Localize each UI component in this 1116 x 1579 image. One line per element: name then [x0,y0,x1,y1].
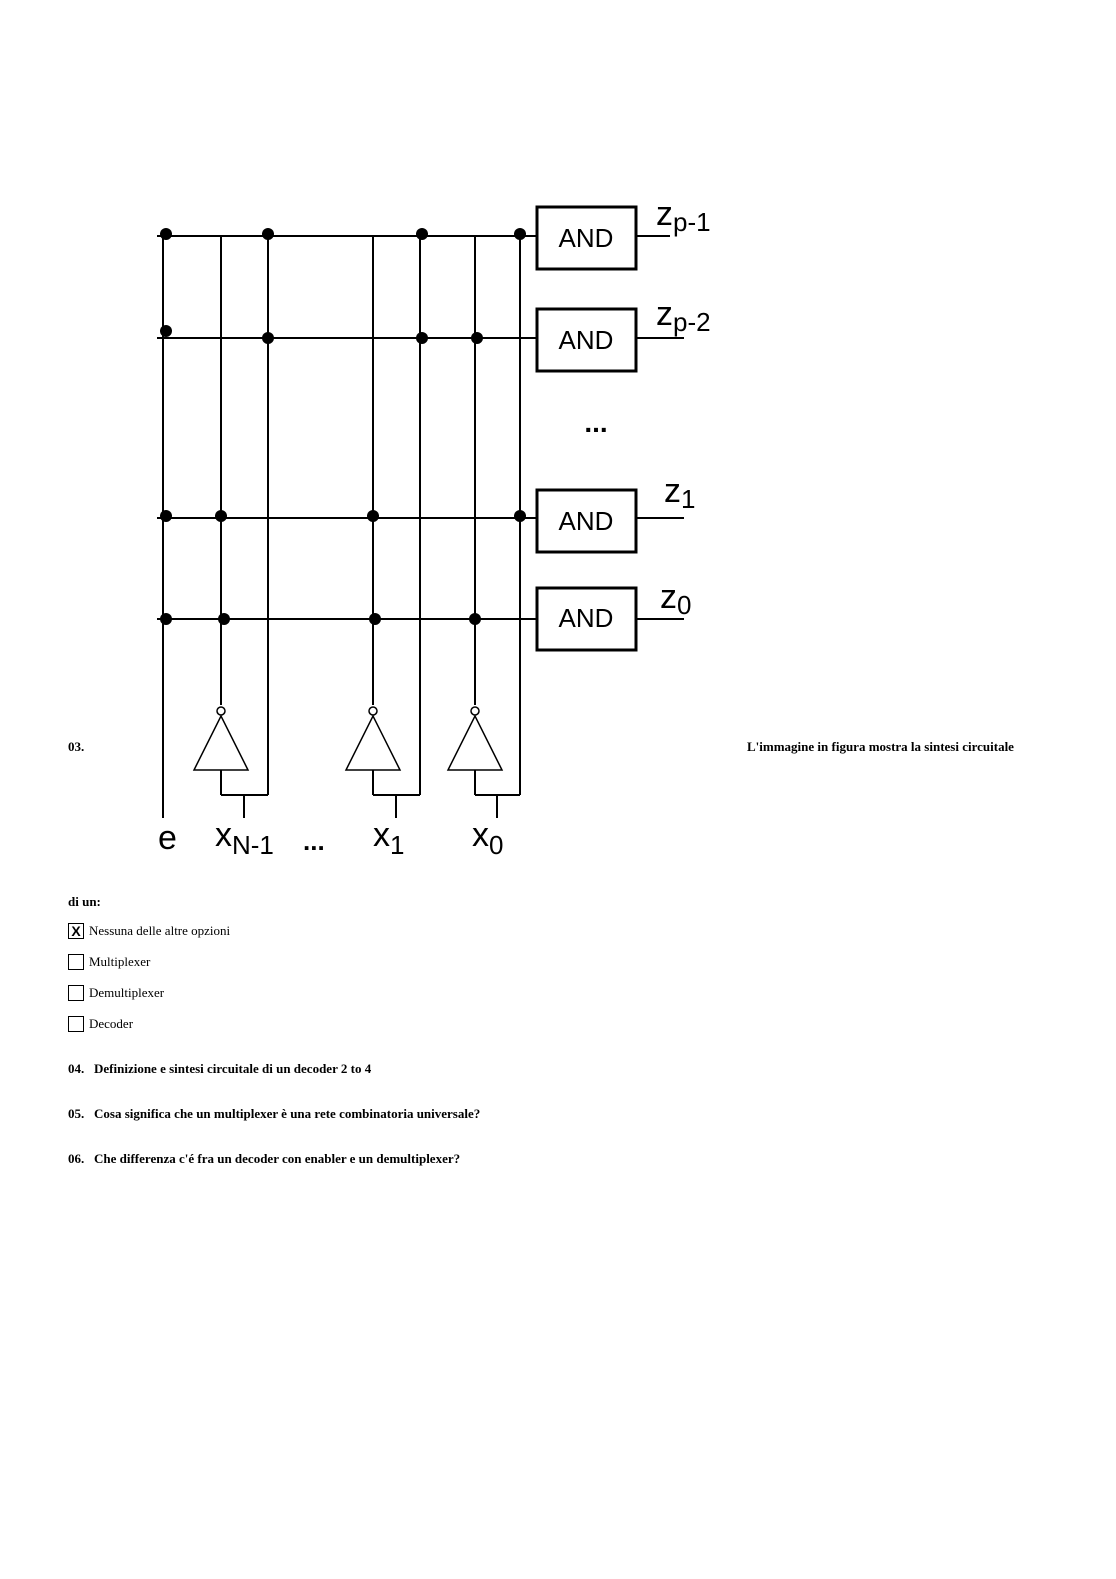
option-multiplexer[interactable] [68,952,150,972]
question-text: L'immagine in figura mostra la sintesi circuitale [747,739,1014,754]
not-gate-x0 [448,716,502,770]
question-04-text: Definizione e sintesi circuitale di un decoder 2 to 4 [94,1061,372,1076]
not-bubble-xn1 [217,707,225,715]
option-checkbox[interactable] [68,985,84,1001]
option-demultiplexer[interactable] [68,983,164,1003]
input-label-x0: x0 [472,816,504,860]
question-06 [68,1151,460,1167]
option-label: Multiplexer [89,954,151,969]
output-label-z0: z0 [660,578,692,620]
not-bubble-x0 [471,707,479,715]
input-label-e: e [158,819,177,857]
output-label-zp2: zp-2 [656,295,711,337]
junction-dots [160,228,526,625]
gates-ellipsis: ... [584,407,608,438]
not-gate-x1 [346,716,400,770]
question-05-number: 05. [68,1106,85,1121]
not-gates [194,707,502,770]
and-gate-z0-label: AND [558,603,614,633]
option-label: Demultiplexer [89,985,165,1000]
not-gate-xn1 [194,716,248,770]
option-checkbox-checked[interactable]: X [68,923,84,939]
option-none-of-the-others[interactable] [68,921,230,941]
option-label: Nessuna delle altre opzioni [89,923,231,938]
and-gate-zp1-label: AND [558,223,614,253]
output-label-z1: z1 [664,472,696,514]
not-bubble-x1 [369,707,377,715]
option-label: Decoder [89,1016,134,1031]
input-label-xn1: xN-1 [215,816,274,860]
option-checkbox[interactable] [68,1016,84,1032]
input-label-x1: x1 [373,816,405,860]
question-text-continued: di un: [68,894,101,909]
output-label-zp1: zp-1 [656,195,711,237]
question-06-text: Che differenza c'é fra un decoder con enabler e un demultiplexer? [94,1151,461,1166]
question-04-number: 04. [68,1061,85,1076]
question-number: 03. [68,739,85,754]
inputs-ellipsis: ... [303,826,325,856]
and-gate-z1-label: AND [558,506,614,536]
question-06-number: 06. [68,1151,85,1166]
question-04 [68,1061,371,1077]
question-05 [68,1106,480,1122]
option-checkbox[interactable] [68,954,84,970]
question-05-text: Cosa significa che un multiplexer è una rete combinatoria universale? [94,1106,481,1121]
and-gate-zp2-label: AND [558,325,614,355]
option-decoder[interactable] [68,1014,133,1034]
